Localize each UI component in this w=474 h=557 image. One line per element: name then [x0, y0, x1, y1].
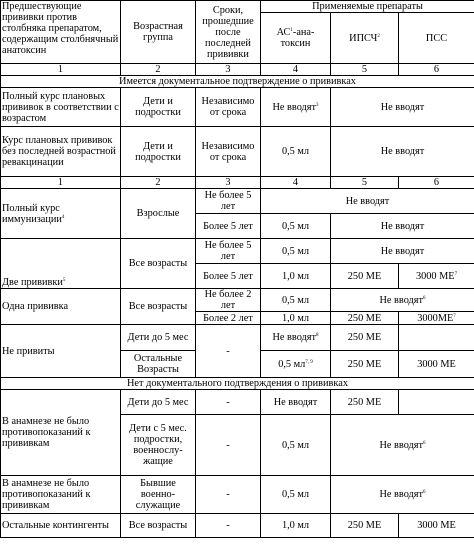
header-age-group: Возрастная группа: [121, 1, 196, 64]
column-number-row: 1 2 3 4 5 6: [1, 177, 474, 189]
table-row: Более 5 лет 1,0 мл 250 МЕ 3000 $МЕ^7$: [1, 264, 474, 289]
header-drugs-used: Применяемые препараты: [261, 1, 474, 13]
table-row: Одна прививка Все возрасты Не более 2 лет 0,5 мл Не вводят$^6$: [1, 289, 474, 312]
header-pss: ПСС: [399, 13, 474, 64]
table-row: Остальные контингенты Все возрасты - 1,0 мл 250 МЕ 3000 МЕ: [1, 514, 474, 538]
table-row: В анамнезе не было противопоказаний к прививкам Бывшие военно-служащие - 0,5 мл Не вводят$^6$: [1, 476, 474, 514]
table-row: Полный курс плановых прививок в соответствии с возрастом Дети и подростки Независимо от срока Не вводят$^3$ Не вводят: [1, 88, 474, 127]
header-time-since-last: Сроки, прошедшие после последней прививки: [196, 1, 261, 64]
table-row: Не привиты Дети до 5 мес - Не вводят$^8$ 250 МЕ: [1, 325, 474, 351]
table-row: Дети с 5 мес. подростки, военнослу-жащие - 0,5 мл Не вводят$^6$: [1, 415, 474, 476]
header-ipsch: ИПСЧ$^2$: [331, 13, 399, 64]
column-number-row: 1 2 3 4 5 6: [1, 64, 474, 76]
table-row: Остальные Возрасты 0,5 мл$^{7, 9}$ 250 МЕ 3000 МЕ: [1, 351, 474, 378]
header-previous-vaccinations: Предшествующие прививки против столбняка препаратом, содержащим столбнячный анатоксин: [1, 1, 121, 64]
section-title-documented: Имеется документальное подтверждение о прививках: [1, 76, 474, 88]
header-as-anatoxin: $АС^1-ана$-токсин: [261, 13, 331, 64]
table-row: В анамнезе не было противопоказаний к прививкам Дети до 5 мес - Не вводят 250 МЕ: [1, 390, 474, 415]
table-row: Две прививки$^5$ Все возрасты Не более 5 лет 0,5 мл Не вводят: [1, 239, 474, 264]
section-title-undocumented: Нет документального подтверждения о прививках: [1, 378, 474, 390]
table-row: Более 5 лет 0,5 мл Не вводят: [1, 214, 474, 239]
table-row: Курс плановых прививок без последней возрастной ревакцинации Дети и подростки Независимо от срока 0,5 мл Не вводят: [1, 127, 474, 177]
table-row: Полный курс иммунизации$^4$ Взрослые Не более 5 лет Не вводят: [1, 189, 474, 214]
table-row: Более 2 лет 1,0 мл 250 МЕ $3000МЕ^7$: [1, 312, 474, 325]
